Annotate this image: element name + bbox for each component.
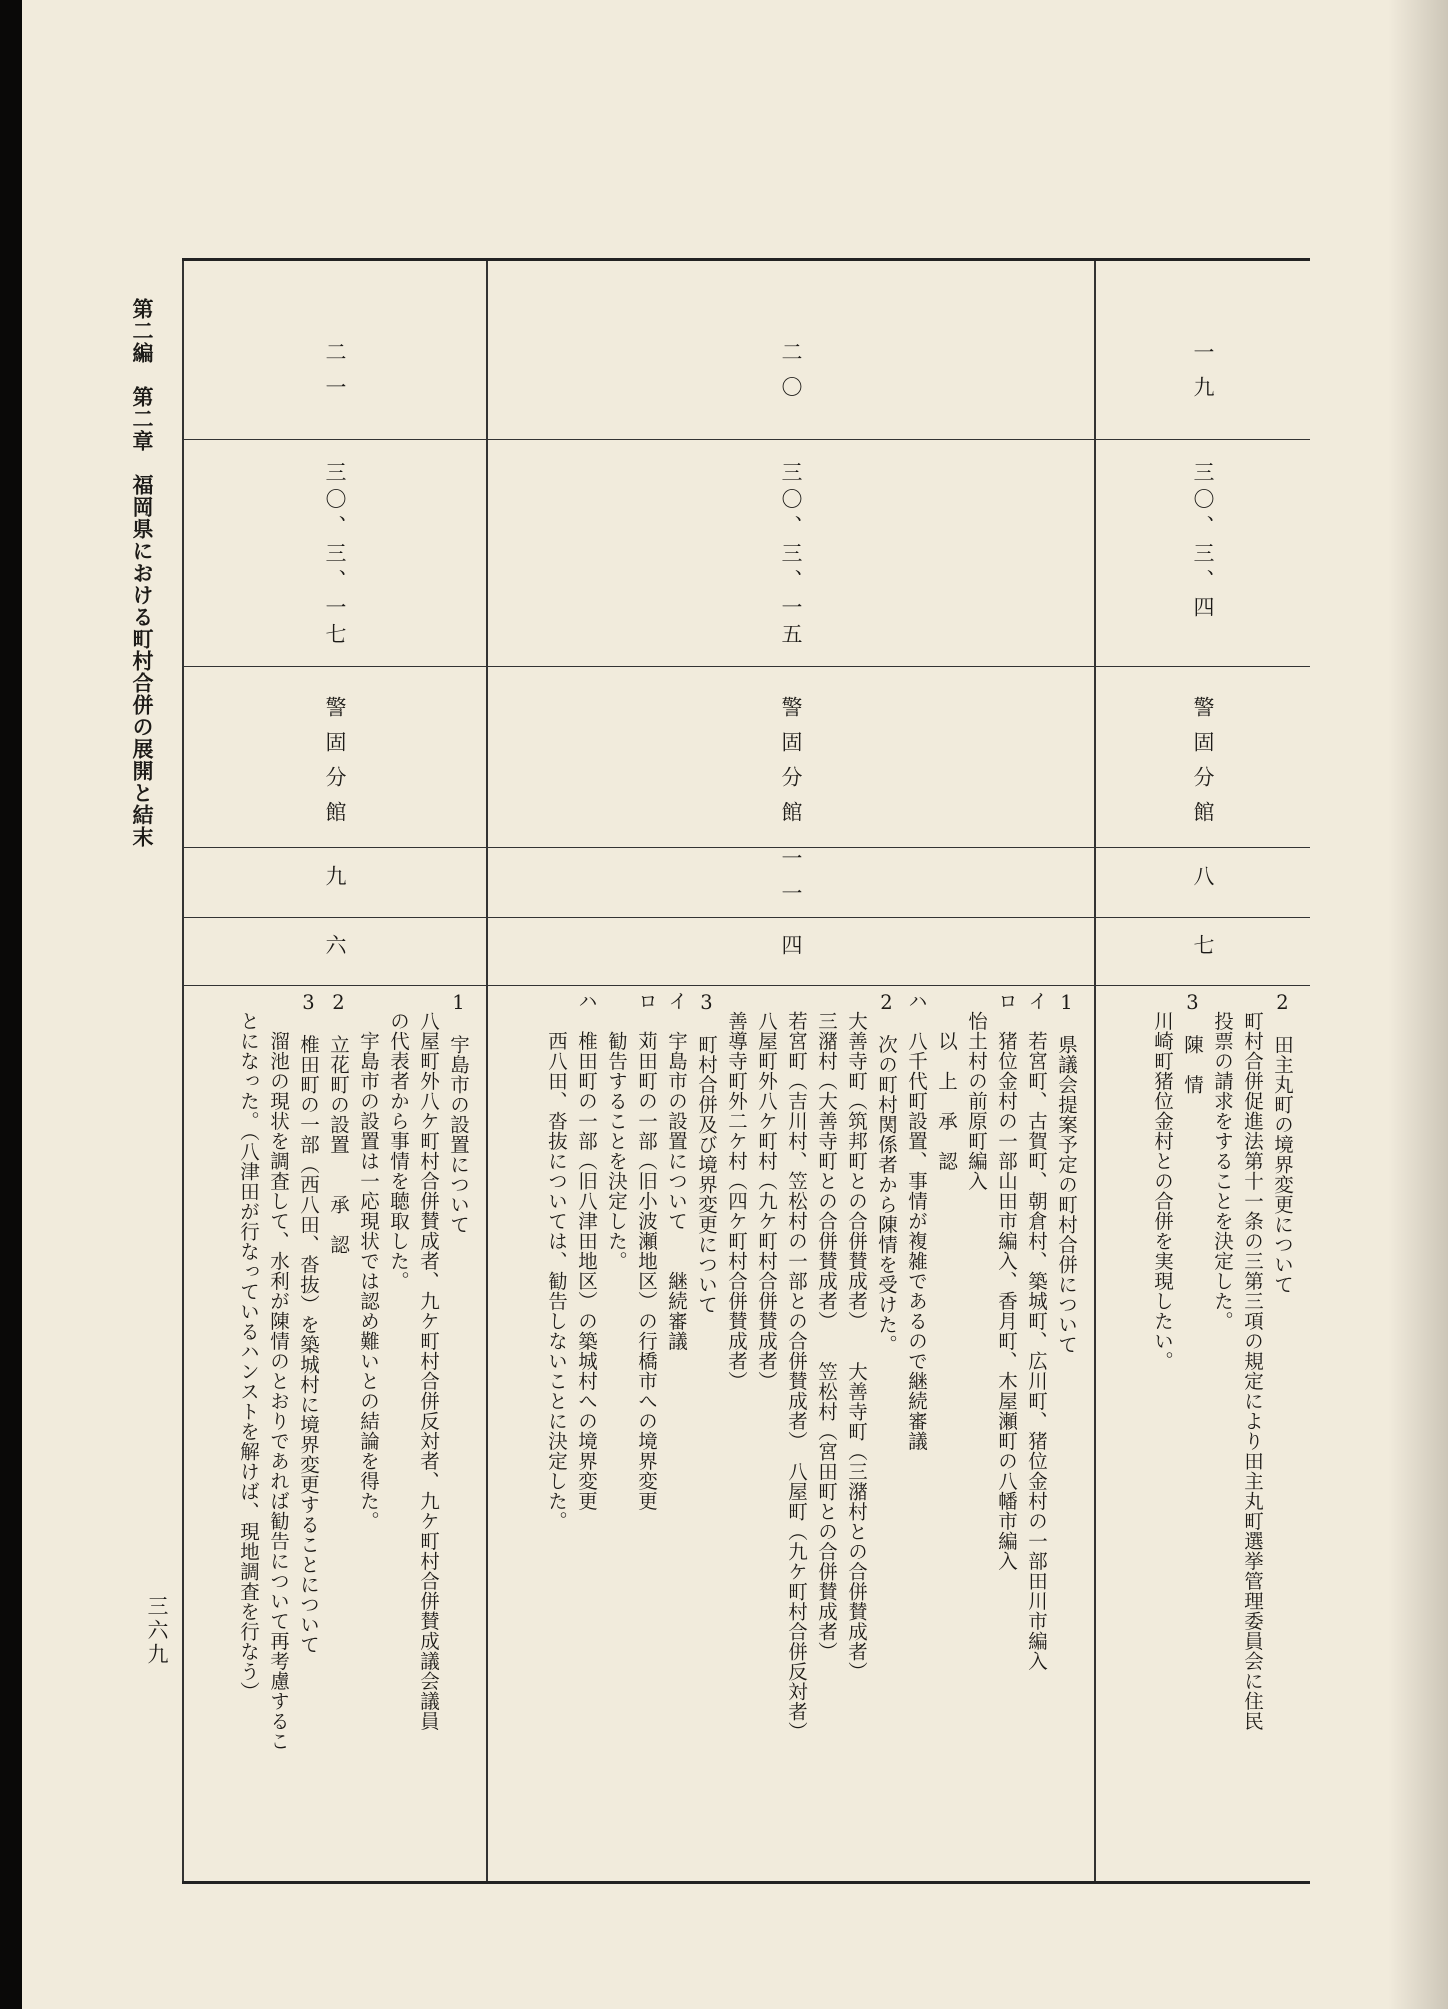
content-line: ロ 苅田町の一部（旧小波瀬地区）の行橋市への境界変更 <box>635 991 658 1511</box>
hour-cell <box>184 847 486 917</box>
content-line: 宇島市の設置は一応現状では認め難いとの結論を得た。 <box>357 991 380 1531</box>
content-line: 3 町村合併及び境界変更について <box>695 991 718 1315</box>
content-line: 1 県議会提案予定の町村合併について <box>1055 991 1078 1355</box>
minutes-table <box>182 258 1310 1884</box>
content-line: 善導寺町外二ケ村（四ケ町村合併賛成者） <box>725 991 748 1391</box>
content-line: イ 宇島市の設置について 継続審議 <box>665 991 688 1351</box>
session-number-cell <box>1096 261 1310 439</box>
date-cell <box>1096 439 1310 666</box>
session-minute: 七 <box>1191 933 1215 969</box>
content-line: 三潴村（大善寺町との合併賛成者） 笠松村（宮田町との合併賛成者） <box>815 991 838 1662</box>
session-21-column <box>182 261 486 1881</box>
session-hour: 八 <box>1191 864 1215 900</box>
content-line: 以 上 承 認 <box>935 991 958 1171</box>
place-cell <box>184 666 486 847</box>
minute-cell <box>1096 917 1310 985</box>
session-content <box>1142 991 1292 1861</box>
session-content <box>536 991 1076 1861</box>
content-line: ハ 椎田町の一部（旧八津田地区）の築城村への境界変更 <box>575 991 598 1511</box>
content-line: の代表者から事情を聴取した。 <box>387 991 410 1291</box>
minute-cell <box>184 917 486 985</box>
session-number: 二一 <box>323 341 347 411</box>
spine-shadow <box>1388 0 1448 2009</box>
session-date: 三〇、三、一七 <box>323 461 347 650</box>
page-number: 三六九 <box>145 1595 169 1667</box>
session-hour: 一一 <box>779 847 803 917</box>
session-19-column <box>1094 261 1310 1881</box>
content-line: 西八田、沓抜については、勧告しないことに決定した。 <box>545 991 568 1531</box>
content-line: 八屋町外八ケ町村（九ケ町村合併賛成者） <box>755 991 778 1391</box>
session-place: 警固分館 <box>779 696 803 836</box>
content-line: イ 若宮町、古賀町、朝倉村、築城町、広川町、猪位金村の一部田川市編入 <box>1025 991 1048 1671</box>
session-content <box>228 991 468 1861</box>
content-line: ハ 八千代町設置、事情が複雑であるので継続審議 <box>905 991 928 1451</box>
session-place: 警固分館 <box>323 696 347 836</box>
content-line: 勧告することを決定した。 <box>605 991 628 1271</box>
date-cell <box>184 439 486 666</box>
content-line: 投票の請求をすることを決定した。 <box>1211 991 1234 1331</box>
content-line: 1 宇島市の設置について <box>447 991 470 1235</box>
session-20-column <box>486 261 1094 1881</box>
session-date: 三〇、三、四 <box>1191 461 1215 623</box>
date-cell <box>488 439 1094 666</box>
session-place: 警固分館 <box>1191 696 1215 836</box>
session-number: 一九 <box>1191 341 1215 411</box>
content-line: 2 立花町の設置 承 認 <box>327 991 350 1255</box>
content-line: ロ 猪位金村の一部山田市編入、香月町、木屋瀬町の八幡市編入 <box>995 991 1018 1571</box>
content-line: 若宮町（吉川村、笠松村の一部との合併賛成者） 八屋町（九ケ町村合併反対者） <box>785 991 808 1742</box>
content-line: 川崎町猪位金村との合併を実現したい。 <box>1151 991 1174 1371</box>
session-number-cell <box>488 261 1094 439</box>
content-line: 溜池の現状を調査して、水利が陳情のとおりであれば勧告について再考慮するこ <box>267 991 290 1751</box>
minute-cell <box>488 917 1094 985</box>
content-line: 町村合併促進法第十一条の三第三項の規定により田主丸町選挙管理委員会に住民 <box>1241 991 1264 1731</box>
content-line: とになった。（八津田が行なっているハンストを解けば、現地調査を行なう） <box>237 991 260 1702</box>
content-line: 3 椎田町の一部（西八田、沓抜）を築城村に境界変更することについて <box>297 991 320 1655</box>
content-line: 大善寺町（筑邦町との合併賛成者） 大善寺町（三潴村との合併賛成者） <box>845 991 868 1682</box>
session-number-cell <box>184 261 486 439</box>
content-line: 3 陳 情 <box>1181 991 1204 1095</box>
content-line: 八屋町外八ケ町村合併賛成者、九ケ町村合併反対者、九ケ町村合併賛成議会議員 <box>417 991 440 1731</box>
place-cell <box>488 666 1094 847</box>
session-number: 二〇 <box>779 341 803 411</box>
session-date: 三〇、三、一五 <box>779 461 803 650</box>
session-minute: 六 <box>323 933 347 969</box>
content-line: 2 田主丸町の境界変更について <box>1271 991 1294 1295</box>
content-line: 2 次の町村関係者から陳情を受けた。 <box>875 991 898 1355</box>
chapter-title: 第二編 第二章 福岡県における町村合併の展開と結末 <box>130 298 155 848</box>
hour-cell <box>488 847 1094 917</box>
session-hour: 九 <box>323 864 347 900</box>
session-minute: 四 <box>779 933 803 969</box>
place-cell <box>1096 666 1310 847</box>
content-line: 怡土村の前原町編入 <box>965 991 988 1191</box>
document-page <box>22 0 1448 2009</box>
hour-cell <box>1096 847 1310 917</box>
